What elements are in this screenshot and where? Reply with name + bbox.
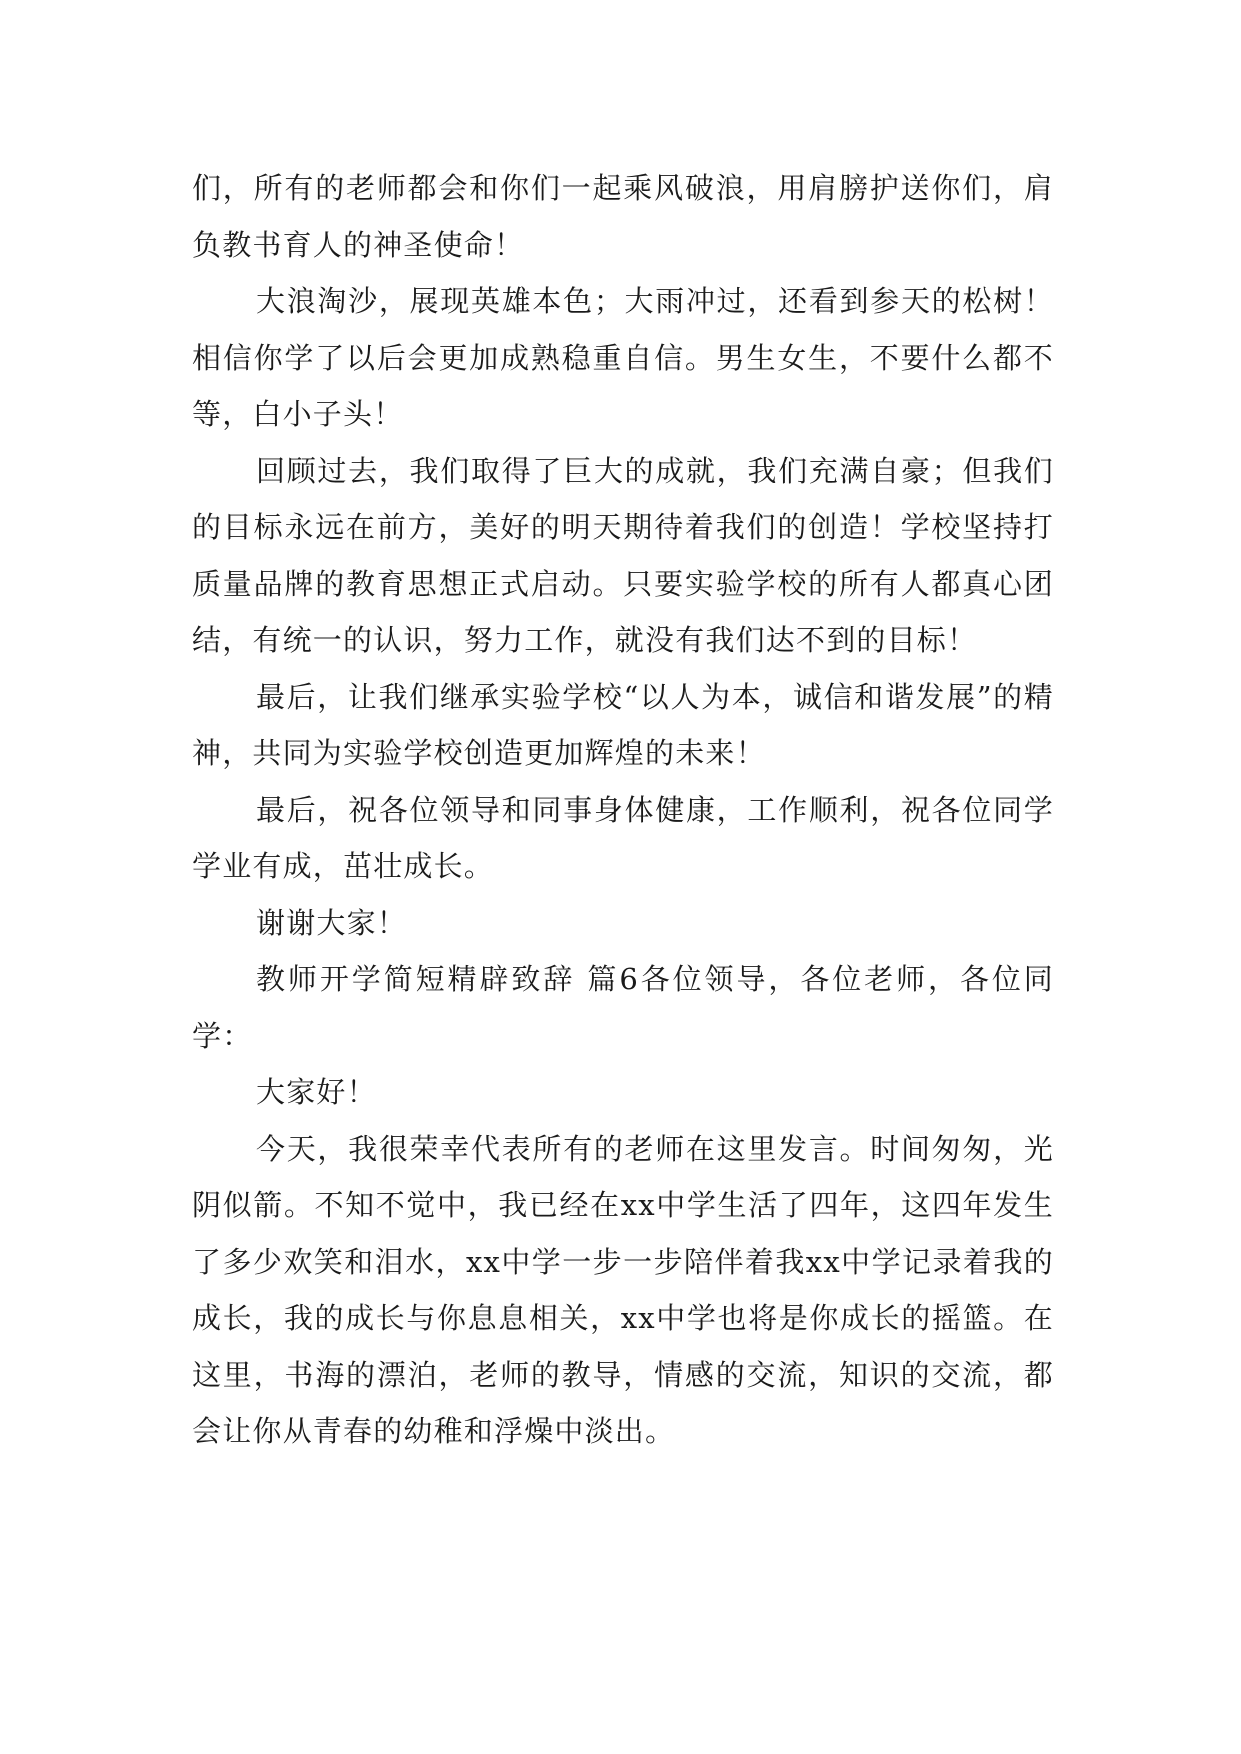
paragraph-9: 今天，我很荣幸代表所有的老师在这里发言。时间匆匆，光阴似箭。不知不觉中，我已经在xx中学生活了四年，这四年发生了多少欢笑和泪水，xx中学一步一步陪伴着我xx中学记录着我的成长，我的成长与你息息相关，xx中学也将是你成长的摇篮。在这里，书海的漂泊，老师的教导，情感的交流，知识的交流，都会让你从青春的幼稚和浮燥中淡出。 xyxy=(192,1131,1054,1448)
document-body xyxy=(192,160,1054,1460)
paragraph-1: 们，所有的老师都会和你们一起乘风破浪，用肩膀护送你们，肩负教书育人的神圣使命！ xyxy=(192,171,1054,262)
paragraph-8: 大家好！ xyxy=(256,1075,377,1109)
paragraph-6: 谢谢大家！ xyxy=(256,905,408,940)
paragraph-2: 大浪淘沙，展现英雄本色；大雨冲过，还看到参天的松树！相信你学了以后会更加成熟稳重自信。男生女生，不要什么都不等，白小子头！ xyxy=(192,284,1054,431)
paragraph-4: 最后，让我们继承实验学校“以人为本，诚信和谐发展”的精神，共同为实验学校创造更加辉煌的未来！ xyxy=(192,679,1054,770)
paragraph-3: 回顾过去，我们取得了巨大的成就，我们充满自豪；但我们的目标永远在前方，美好的明天期待着我们的创造！学校坚持打质量品牌的教育思想正式启动。只要实验学校的所有人都真心团结，有统一的认识，努力工作，就没有我们达不到的目标！ xyxy=(192,453,1054,657)
paragraph-5: 最后，祝各位领导和同事身体健康，工作顺利，祝各位同学学业有成，茁壮成长。 xyxy=(192,792,1054,883)
paragraph-7: 教师开学简短精辟致辞 篇6各位领导，各位老师，各位同学： xyxy=(192,962,1054,1053)
